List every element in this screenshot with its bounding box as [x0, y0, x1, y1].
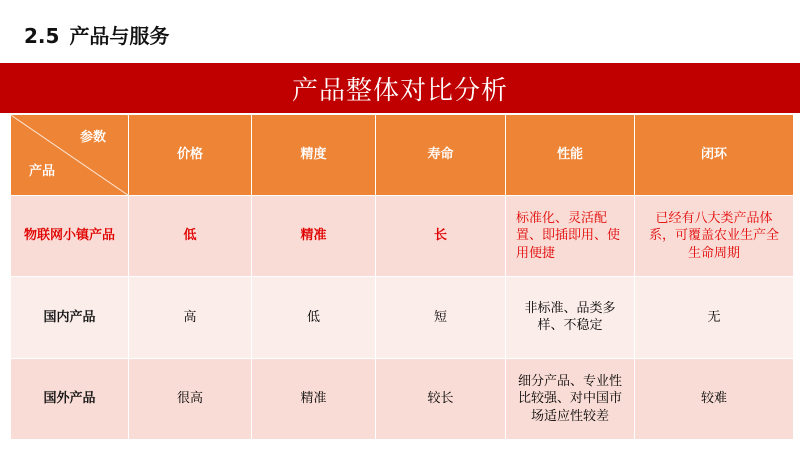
table-row	[11, 358, 794, 439]
table-cell: 已经有八大类产品体系，可覆盖农业生产全生命周期	[635, 196, 794, 277]
title-banner	[0, 63, 800, 113]
section-title: 产品与服务	[69, 24, 170, 48]
row-label: 国外产品	[11, 358, 129, 439]
table-cell: 精准	[252, 358, 376, 439]
column-header-closed-loop: 闭环	[635, 115, 794, 196]
table-header-row	[11, 115, 794, 196]
corner-product-label: 产品	[29, 164, 56, 180]
section-heading	[24, 20, 169, 49]
table-cell: 较难	[635, 358, 794, 439]
column-header-precision: 精度	[252, 115, 376, 196]
table-cell: 标准化、灵活配置、即插即用、使用便捷	[506, 196, 635, 277]
corner-param-label: 参数	[79, 130, 106, 145]
row-label: 物联网小镇产品	[11, 196, 129, 277]
corner-cell	[11, 115, 129, 196]
table-cell: 低	[129, 196, 252, 277]
table-cell: 细分产品、专业性比较强、对中国市场适应性较差	[506, 358, 635, 439]
table-cell: 无	[635, 277, 794, 358]
comparison-table	[10, 114, 794, 440]
banner-title: 产品整体对比分析	[291, 75, 508, 106]
table-cell: 精准	[252, 196, 376, 277]
row-label: 国内产品	[11, 277, 129, 358]
column-header-performance: 性能	[506, 115, 635, 196]
section-number: 2.5	[24, 24, 60, 48]
table-row	[11, 196, 794, 277]
column-header-lifespan: 寿命	[376, 115, 506, 196]
table-cell: 高	[129, 277, 252, 358]
table-cell: 较长	[376, 358, 506, 439]
table-cell: 低	[252, 277, 376, 358]
column-header-price: 价格	[129, 115, 252, 196]
table-cell: 长	[376, 196, 506, 277]
table-cell: 短	[376, 277, 506, 358]
table-cell: 非标准、品类多样、不稳定	[506, 277, 635, 358]
table-cell: 很高	[129, 358, 252, 439]
table-row	[11, 277, 794, 358]
